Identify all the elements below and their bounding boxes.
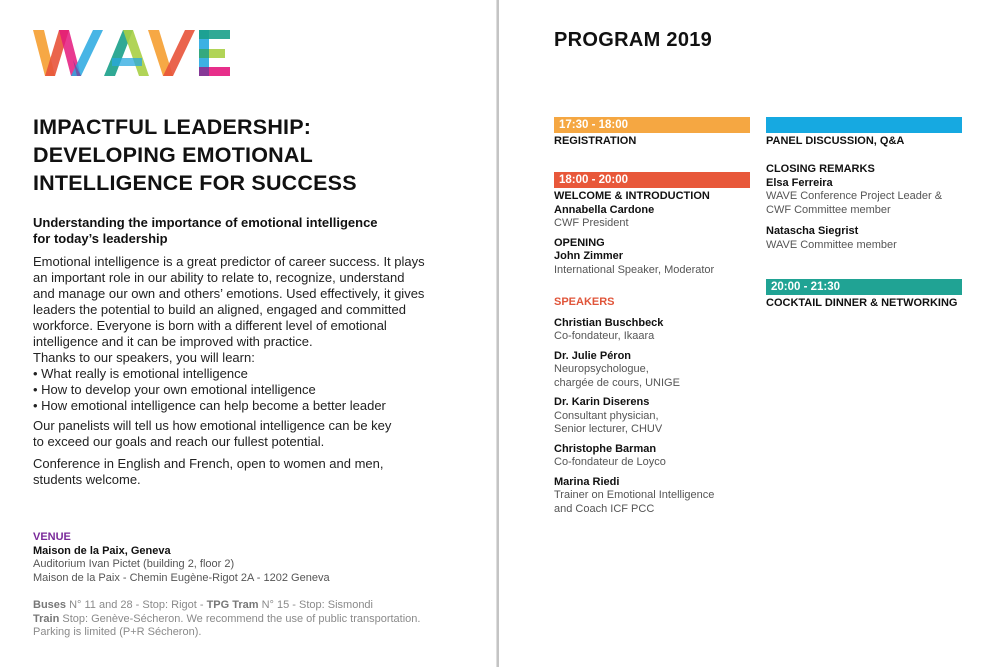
learn-bullet: • How emotional intelligence can help become a better leader <box>33 398 386 413</box>
speaker-role: and Coach ICF PCC <box>554 502 655 515</box>
panel-title: PANEL DISCUSSION, Q&A <box>766 135 905 147</box>
event-title-line: DEVELOPING EMOTIONAL <box>33 143 313 167</box>
speaker-item <box>554 396 750 437</box>
learn-intro: Thanks to our speakers, you will learn: <box>33 350 255 365</box>
speaker-role: chargée de cours, UNIGE <box>554 376 680 389</box>
program-title: PROGRAM 2019 <box>554 29 713 51</box>
venue-label: VENUE <box>33 531 71 543</box>
speaker-name: Christophe Barman <box>554 442 657 455</box>
speaker-role: Consultant physician, <box>554 409 659 422</box>
buses-text: N° 11 and 28 - Stop: Rigot - <box>66 599 207 611</box>
wave-logo-graphic <box>33 30 230 78</box>
paragraph-line: students welcome. <box>33 472 141 487</box>
speaker-item <box>554 317 750 344</box>
venue-address-line: Maison de la Paix - Chemin Eugène-Rigot 2A - 1202 Geneva <box>33 571 330 584</box>
welcome-time-bar: 18:00 - 20:00 <box>554 172 750 188</box>
speaker-role: Senior lecturer, CHUV <box>554 423 663 435</box>
cocktail-slot <box>766 279 962 311</box>
paragraph-line: to exceed our goals and reach our fullest potential. <box>33 434 325 449</box>
event-title-line: INTELLIGENCE FOR SUCCESS <box>33 171 357 195</box>
closing-speaker-role: WAVE Committee member <box>766 238 897 251</box>
subtitle-line: for today’s leadership <box>33 231 168 246</box>
speaker-role: Co-fondateur de Loyco <box>554 456 666 468</box>
parking-info: Parking is limited (P+R Sécheron). <box>33 626 202 638</box>
transport-info <box>33 599 473 640</box>
speaker-item <box>554 443 750 470</box>
registration-slot <box>554 117 750 149</box>
venue-name: Maison de la Paix, Geneva <box>33 544 171 557</box>
closing-speaker-name: Elsa Ferreira <box>766 176 833 189</box>
event-title <box>33 113 473 197</box>
paragraph-line: leaders the potential to build an aligned, engaged and committed <box>33 302 406 317</box>
speakers-section <box>554 296 750 516</box>
transport-line-bus-tram <box>33 599 473 613</box>
speaker-name: Dr. Julie Péron <box>554 349 632 362</box>
panel-color-bar <box>766 117 962 133</box>
speakers-label: SPEAKERS <box>554 296 615 308</box>
paragraph-line: intelligence and it can be improved with practice. <box>33 334 313 349</box>
cocktail-title: COCKTAIL DINNER & NETWORKING <box>766 297 958 309</box>
paragraph-line: an important role in our ability to relate to, recognize, understand <box>33 270 405 285</box>
tram-text: N° 15 - Stop: Sismondi <box>258 599 373 611</box>
closing-title: CLOSING REMARKS <box>766 163 875 175</box>
speaker-name: Marina Riedi <box>554 475 620 488</box>
buses-label: Buses <box>33 599 67 611</box>
opening-title: OPENING <box>554 236 605 249</box>
speaker-role: Trainer on Emotional Intelligence <box>554 489 715 501</box>
welcome-slot <box>554 172 750 277</box>
train-label: Train <box>33 612 60 625</box>
registration-time-bar: 17:30 - 18:00 <box>554 117 750 133</box>
opening-speaker-name: John Zimmer <box>554 250 624 262</box>
transport-line-train <box>33 613 473 627</box>
speaker-name: Dr. Karin Diserens <box>554 396 650 408</box>
closing-slot <box>766 163 962 252</box>
program-column-left <box>554 117 750 537</box>
program-column-right <box>766 117 962 317</box>
intro-paragraph <box>33 254 473 350</box>
venue-address-line: Auditorium Ivan Pictet (building 2, floor 2) <box>33 558 235 570</box>
paragraph-line: Emotional intelligence is a great predictor of career success. It plays <box>33 254 425 269</box>
paragraph-line: and manage our own and others’ emotions. Used effectively, it gives <box>33 286 425 301</box>
event-title-line: IMPACTFUL LEADERSHIP: <box>33 115 312 139</box>
speaker-name: Christian Buschbeck <box>554 316 664 329</box>
learn-bullet: • How to develop your own emotional intelligence <box>33 382 316 397</box>
speaker-role: Co-fondateur, Ikaara <box>554 330 655 342</box>
paragraph-line: workforce. Everyone is born with a different level of emotional <box>33 318 387 333</box>
closing-speaker-role: CWF Committee member <box>766 203 891 216</box>
registration-title: REGISTRATION <box>554 135 637 147</box>
opening-speaker-role: International Speaker, Moderator <box>554 263 715 276</box>
learn-section <box>33 350 473 414</box>
wave-logo <box>33 30 230 78</box>
speaker-role: Neuropsychologue, <box>554 363 649 375</box>
language-paragraph <box>33 456 473 488</box>
venue-section <box>33 531 473 585</box>
welcome-speaker-name: Annabella Cardone <box>554 203 655 216</box>
panel-slot <box>766 117 962 149</box>
tram-label: TPG Tram <box>206 599 259 611</box>
train-text: Stop: Genève-Sécheron. We recommend the use of public transportation. <box>59 612 421 625</box>
paragraph-line: Our panelists will tell us how emotional intelligence can be key <box>33 418 392 433</box>
closing-speaker-name: Natascha Siegrist <box>766 225 859 237</box>
learn-bullet: • What really is emotional intelligence <box>33 366 248 381</box>
subtitle-line: Understanding the importance of emotional intelligence <box>33 215 378 230</box>
welcome-title: WELCOME & INTRODUCTION <box>554 190 710 202</box>
paragraph-line: Conference in English and French, open to women and men, <box>33 456 384 471</box>
event-subtitle <box>33 215 473 247</box>
speaker-item <box>554 350 750 391</box>
cocktail-time-bar: 20:00 - 21:30 <box>766 279 962 295</box>
speaker-item <box>554 476 750 517</box>
welcome-speaker-role: CWF President <box>554 217 629 229</box>
panelists-paragraph <box>33 418 473 450</box>
closing-speaker-role: WAVE Conference Project Leader & <box>766 190 943 202</box>
